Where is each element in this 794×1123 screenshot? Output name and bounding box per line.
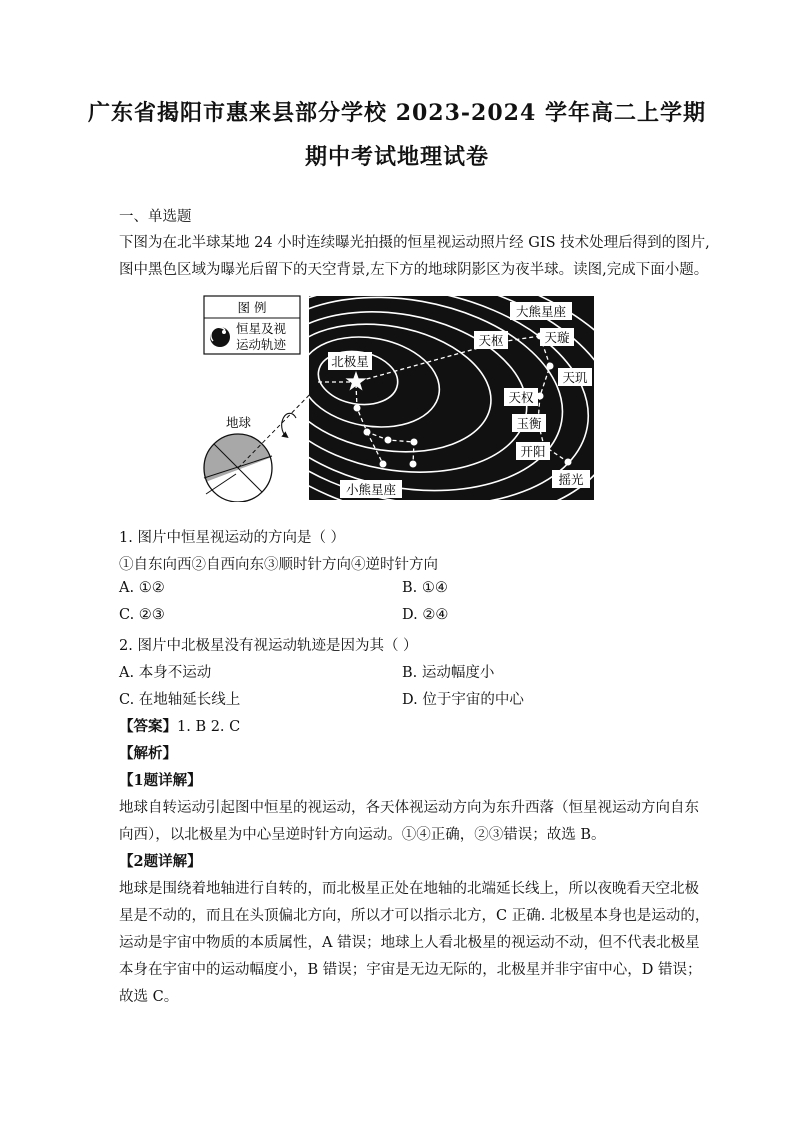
label-tianquan: 天权 <box>508 390 534 405</box>
legend-title: 图 例 <box>237 300 267 315</box>
intro-line-2: 图中黑色区域为曝光后留下的天空背景,左下方的地球阴影区为夜半球。读图,完成下面小题。 <box>119 262 709 278</box>
legend-box <box>204 296 300 354</box>
label-tianji: 天玑 <box>562 370 588 385</box>
q2-option-d: D. 位于宇宙的中心 <box>402 692 524 708</box>
q2-detail-label: 【2题详解】 <box>119 853 202 870</box>
q1-option-b: B. ①④ <box>402 580 448 596</box>
answer-line <box>119 715 240 736</box>
q2-detail-line-3: 运动是宇宙中物质的本质属性，A 错误；地球上人看北极星的视运动不动，但不代表北极星 <box>119 935 700 951</box>
earth-label: 地球 <box>226 415 252 430</box>
label-yuheng: 玉衡 <box>516 416 542 431</box>
label-tianxuan: 天璇 <box>544 330 570 345</box>
answer-text: 1. B 2. C <box>177 719 241 735</box>
question-2-stem: 2. 图片中北极星没有视运动轨迹是因为其（ ） <box>119 638 418 654</box>
q1-detail-line-2: 向西），以北极星为中心呈逆时针方向运动。①④正确，②③错误；故选 B。 <box>119 827 606 843</box>
intro-line-1: 下图为在北半球某地 24 小时连续曝光拍摄的恒星视运动照片经 GIS 技术处理后得到的图片, <box>119 235 710 251</box>
label-ursa-minor: 小熊星座 <box>345 482 397 497</box>
paper-title-line2: 期中考试地理试卷 <box>304 144 489 170</box>
earth-diagram <box>200 386 318 502</box>
label-ursa-major: 大熊星座 <box>515 304 567 319</box>
legend-line-2: 运动轨迹 <box>236 337 287 352</box>
paper-title-line1: 广东省揭阳市惠来县部分学校 2023-2024 学年高二上学期 <box>88 100 706 126</box>
question-1-statements: ①自东向西②自西向东③顺时针方向④逆时针方向 <box>119 557 438 573</box>
q2-option-a: A. 本身不运动 <box>119 665 212 681</box>
label-tianshu: 天枢 <box>478 333 504 348</box>
section-heading: 一、单选题 <box>119 209 192 225</box>
q1-option-a: A. ①② <box>119 580 165 596</box>
q1-option-d: D. ②④ <box>402 607 449 623</box>
q1-detail-label: 【1题详解】 <box>119 772 202 789</box>
label-yaoguang: 摇光 <box>558 472 584 487</box>
question-1-stem: 1. 图片中恒星视运动的方向是（ ） <box>119 530 346 546</box>
star-trail-figure <box>200 294 596 502</box>
q2-detail-line-4: 本身在宇宙中的运动幅度小，B 错误；宇宙是无边无际的，北极星并非宇宙中心，D 错误； <box>119 962 702 978</box>
legend-line-1: 恒星及视 <box>236 321 287 336</box>
q2-option-c: C. 在地轴延长线上 <box>119 692 241 708</box>
q2-detail-line-1: 地球是围绕着地轴进行自转的，而北极星正处在地轴的北端延长线上，所以夜晚看天空北极 <box>119 881 699 897</box>
analysis-label: 【解析】 <box>119 745 177 762</box>
q1-detail-line-1: 地球自转运动引起图中恒星的视运动，各天体视运动方向为东升西落（恒星视运动方向自东 <box>119 800 699 816</box>
answer-label: 【答案】 <box>119 718 177 735</box>
rotation-arrow-icon <box>282 413 296 436</box>
q2-detail-line-2: 星是不动的，而且在头顶偏北方向，所以才可以指示北方，C 正确. 北极星本身也是运动的， <box>119 908 710 924</box>
q1-option-c: C. ②③ <box>119 607 165 623</box>
label-polaris: 北极星 <box>331 354 369 369</box>
q2-option-b: B. 运动幅度小 <box>402 665 495 681</box>
label-kaiyang: 开阳 <box>520 444 546 459</box>
q2-detail-line-5: 故选 C。 <box>119 989 179 1005</box>
